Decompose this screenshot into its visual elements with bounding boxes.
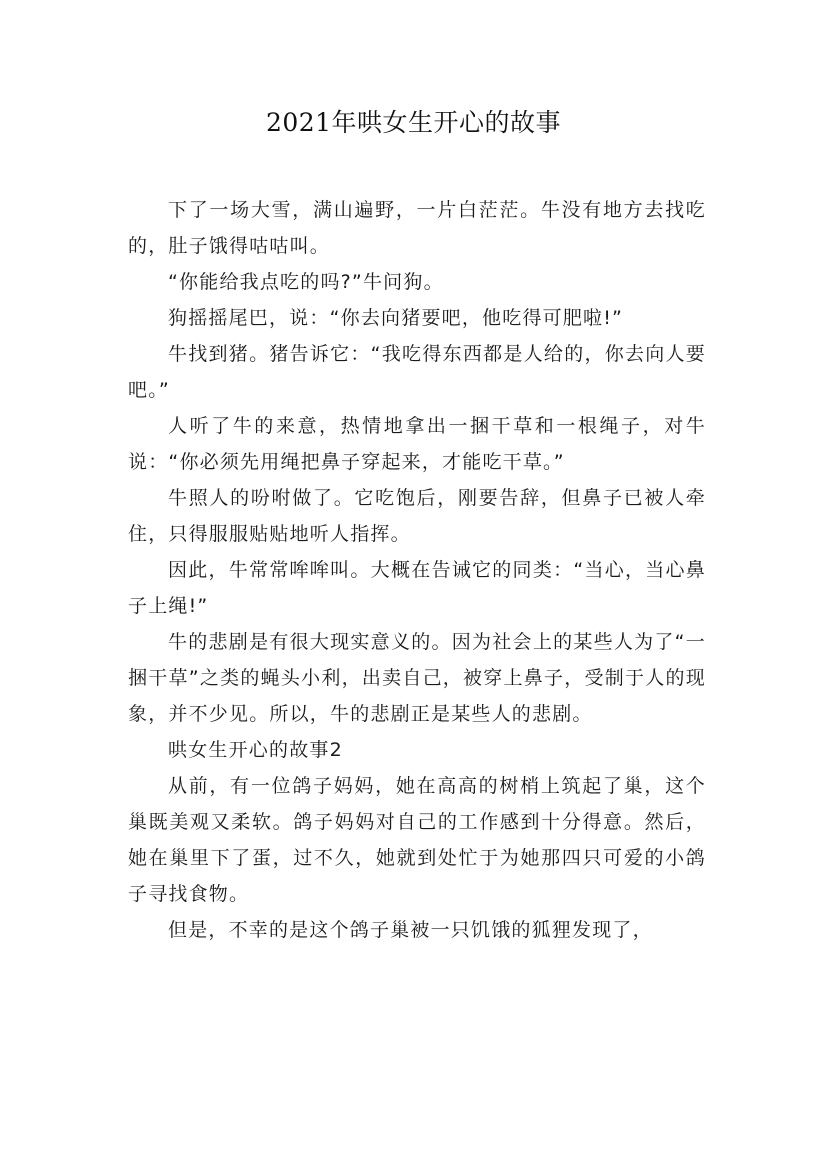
paragraph: “你能给我点吃的吗?”牛问狗。: [168, 271, 444, 293]
paragraph: 狗摇摇尾巴，说：“你去向猪要吧，他吃得可肥啦!”: [168, 307, 624, 329]
paragraph: 下了一场大雪，满山遍野，一片白茫茫。牛没有地方去找吃的，肚子饿得咕咕叫。: [128, 199, 706, 257]
paragraph: 但是，不幸的是这个鸽子巢被一只饥饿的狐狸发现了，: [168, 919, 653, 941]
paragraph: 牛的悲剧是有很大现实意义的。因为社会上的某些人为了“一捆干草”之类的蝇头小利，出卖自己，被穿上鼻子，受制于人的现象，并不少见。所以，牛的悲剧正是某些人的悲剧。: [128, 631, 706, 725]
document-title: 2021年哄女生开心的故事: [265, 108, 562, 137]
paragraph: 因此，牛常常哞哞叫。大概在告诫它的同类：“当心，当心鼻子上绳!”: [128, 559, 706, 617]
document-body: [128, 192, 706, 948]
paragraph: 牛照人的吩咐做了。它吃饱后，刚要告辞，但鼻子已被人牵住，只得服服贴贴地听人指挥。: [128, 487, 706, 545]
section-heading: 哄女生开心的故事2: [168, 739, 343, 761]
paragraph: 从前，有一位鸽子妈妈，她在高高的树梢上筑起了巢，这个巢既美观又柔软。鸽子妈妈对自己的工作感到十分得意。然后，她在巢里下了蛋，过不久，她就到处忙于为她那四只可爱的小鸽子寻找食物。: [128, 775, 706, 905]
paragraph: 牛找到猪。猪告诉它：“我吃得东西都是人给的，你去向人要吧。”: [128, 343, 706, 401]
paragraph: 人听了牛的来意，热情地拿出一捆干草和一根绳子，对牛说：“你必须先用绳把鼻子穿起来，才能吃干草。”: [128, 415, 706, 473]
